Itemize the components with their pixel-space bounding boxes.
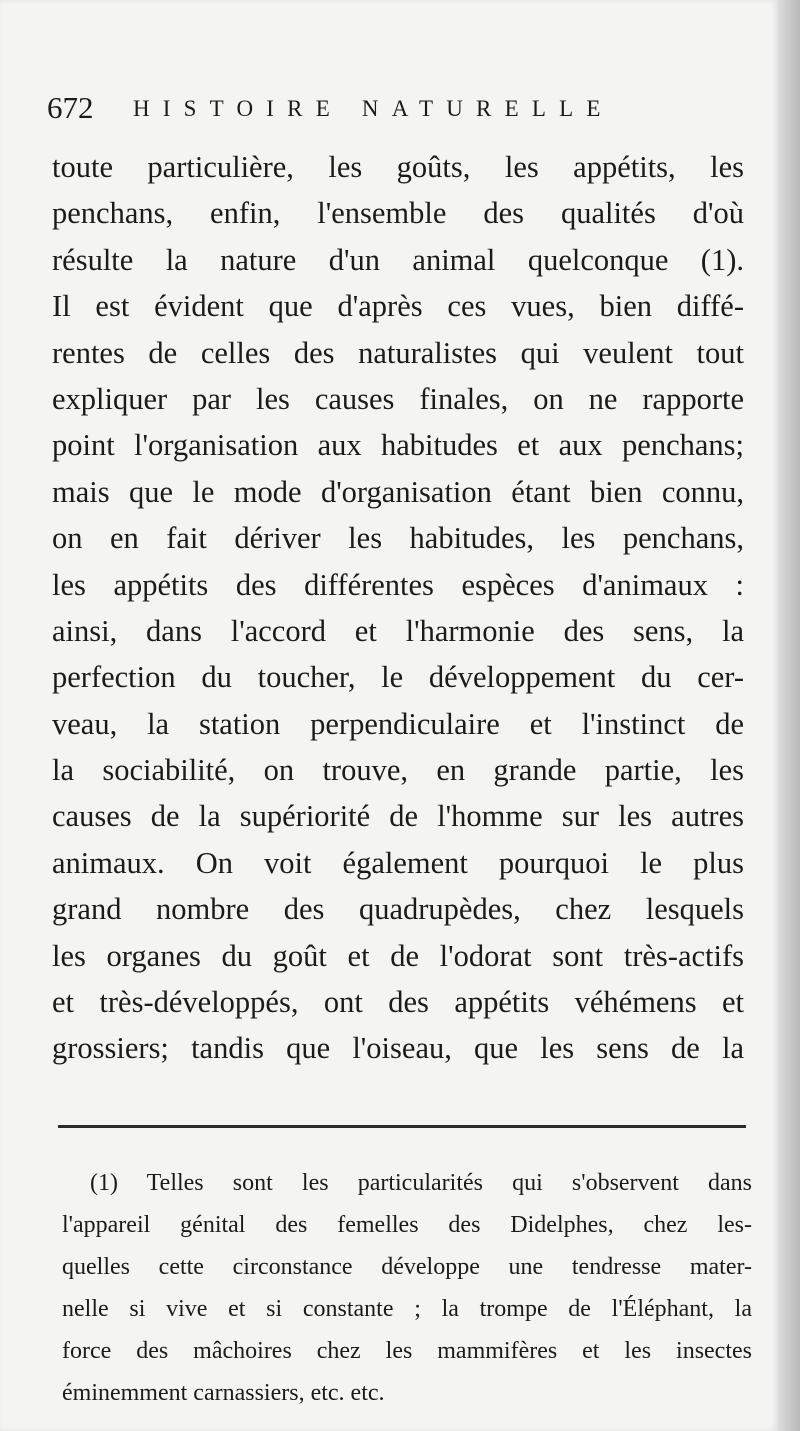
footnote-separator-rule — [58, 1125, 746, 1128]
text-line: grand nombre des quadrupèdes, chez lesquels — [52, 892, 744, 927]
text-line: les appétits des différentes espèces d'animaux : — [52, 567, 744, 602]
page-number: 672 — [47, 90, 94, 125]
running-head — [47, 88, 747, 128]
text-line: causes de la supériorité de l'homme sur les autres — [52, 799, 744, 834]
footnote-line: (1) Telles sont les particularités qui s'observent dans — [90, 1170, 752, 1196]
text-line: mais que le mode d'organisation étant bien connu, — [52, 474, 744, 509]
text-line: Il est évident que d'après ces vues, bien diffé- — [52, 289, 744, 324]
footnote-line: force des mâchoires chez les mammifères et les insectes — [62, 1338, 752, 1364]
page-edge — [778, 0, 800, 1431]
text-line: on en fait dériver les habitudes, les penchans, — [52, 521, 744, 556]
footnote — [62, 1162, 752, 1414]
text-line: grossiers; tandis que l'oiseau, que les sens de la — [52, 1031, 744, 1066]
text-line: la sociabilité, on trouve, en grande partie, les — [52, 753, 744, 788]
footnote-line: l'appareil génital des femelles des Didelphes, chez les- — [62, 1212, 752, 1238]
text-line: toute particulière, les goûts, les appétits, les — [52, 150, 744, 184]
text-line: animaux. On voit également pourquoi le plus — [52, 845, 744, 880]
footnote-line: nelle si vive et si constante ; la trompe de l'Éléphant, la — [62, 1296, 752, 1322]
running-title: HISTOIRE NATURELLE — [133, 96, 614, 121]
text-line: penchans, enfin, l'ensemble des qualités d'où — [52, 196, 744, 231]
text-line: et très-développés, ont des appétits véhémens et — [52, 985, 744, 1020]
text-line: ainsi, dans l'accord et l'harmonie des sens, la — [52, 613, 744, 648]
main-text — [52, 144, 744, 1072]
text-line: rentes de celles des naturalistes qui veulent tout — [52, 335, 744, 370]
text-line: résulte la nature d'un animal quelconque (1). — [52, 242, 744, 277]
footnote-line: quelles cette circonstance développe une tendresse mater- — [62, 1254, 752, 1280]
text-line: point l'organisation aux habitudes et aux penchans; — [52, 428, 744, 463]
text-line: perfection du toucher, le développement du cer- — [52, 660, 744, 695]
text-line: veau, la station perpendiculaire et l'instinct de — [52, 706, 744, 741]
text-line: expliquer par les causes finales, on ne rapporte — [52, 381, 744, 416]
footnote-line: éminemment carnassiers, etc. etc. — [62, 1380, 385, 1406]
text-line: les organes du goût et de l'odorat sont très-actifs — [52, 938, 744, 973]
